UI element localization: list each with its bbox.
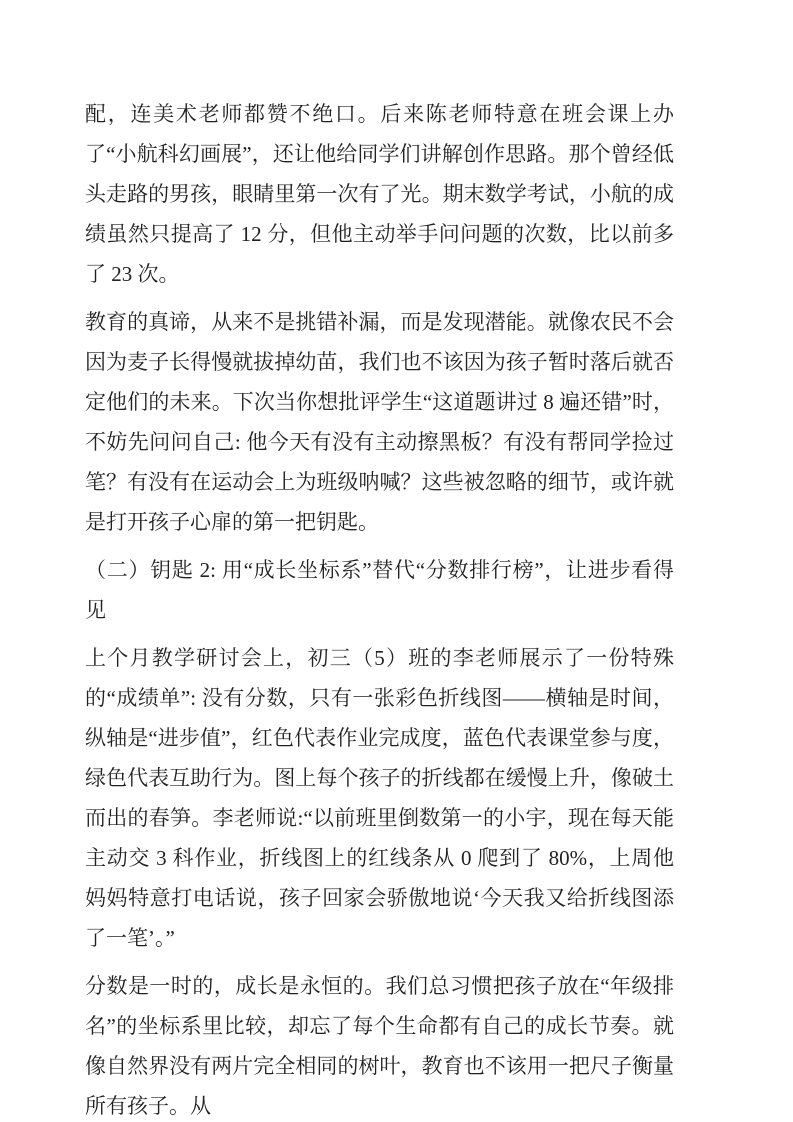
document-text-block (85, 94, 674, 1122)
section-heading-key-2: （二）钥匙 2: 用“成长坐标系”替代“分数排行榜”，让进步看得见 (85, 558, 674, 622)
paragraph-continuation: 配，连美术老师都赞不绝口。后来陈老师特意在班会课上办了“小航科幻画展”，还让他给同学们讲解创作思路。那个曾经低头走路的男孩，眼睛里第一次有了光。期末数学考试，小航的成绩虽然只提高了 12 分，但他主动举手问问题的次数，比以前多了 23 次。 (85, 102, 674, 286)
paragraph-scores-vs-growth: 分数是一时的，成长是永恒的。我们总习惯把孩子放在“年级排名”的坐标系里比较，却忘了每个生命都有自己的成长节奏。就像自然界没有两片完全相同的树叶，教育也不该用一把尺子衡量所有孩子。从 (85, 974, 674, 1118)
paragraph-education-essence: 教育的真谛，从来不是挑错补漏，而是发现潜能。就像农民不会因为麦子长得慢就拔掉幼苗，我们也不该因为孩子暂时落后就否定他们的未来。下次当你想批评学生“这道题讲过 8 遍还错”时，不妨先问问自己: 他今天有没有主动擦黑板？有没有帮同学捡过笔？有没有在运动会上为班级呐喊？这些被忽略的细节，或许就是打开孩子心扉的第一把钥匙。 (85, 310, 674, 534)
paragraph-growth-chart-story: 上个月教学研讨会上，初三（5）班的李老师展示了一份特殊的“成绩单”: 没有分数，只有一张彩色折线图——横轴是时间，纵轴是“进步值”，红色代表作业完成度，蓝色代表课堂参与度，绿色代表互助行为。图上每个孩子的折线都在缓慢上升，像破土而出的春笋。李老师说:“以前班里倒数第一的小宇，现在每天能主动交 3 科作业，折线图上的红线条从 0 爬到了 80%，上周他妈妈特意打电话说，孩子回家会骄傲地说‘今天我又给折线图添了一笔’。” (85, 646, 674, 950)
